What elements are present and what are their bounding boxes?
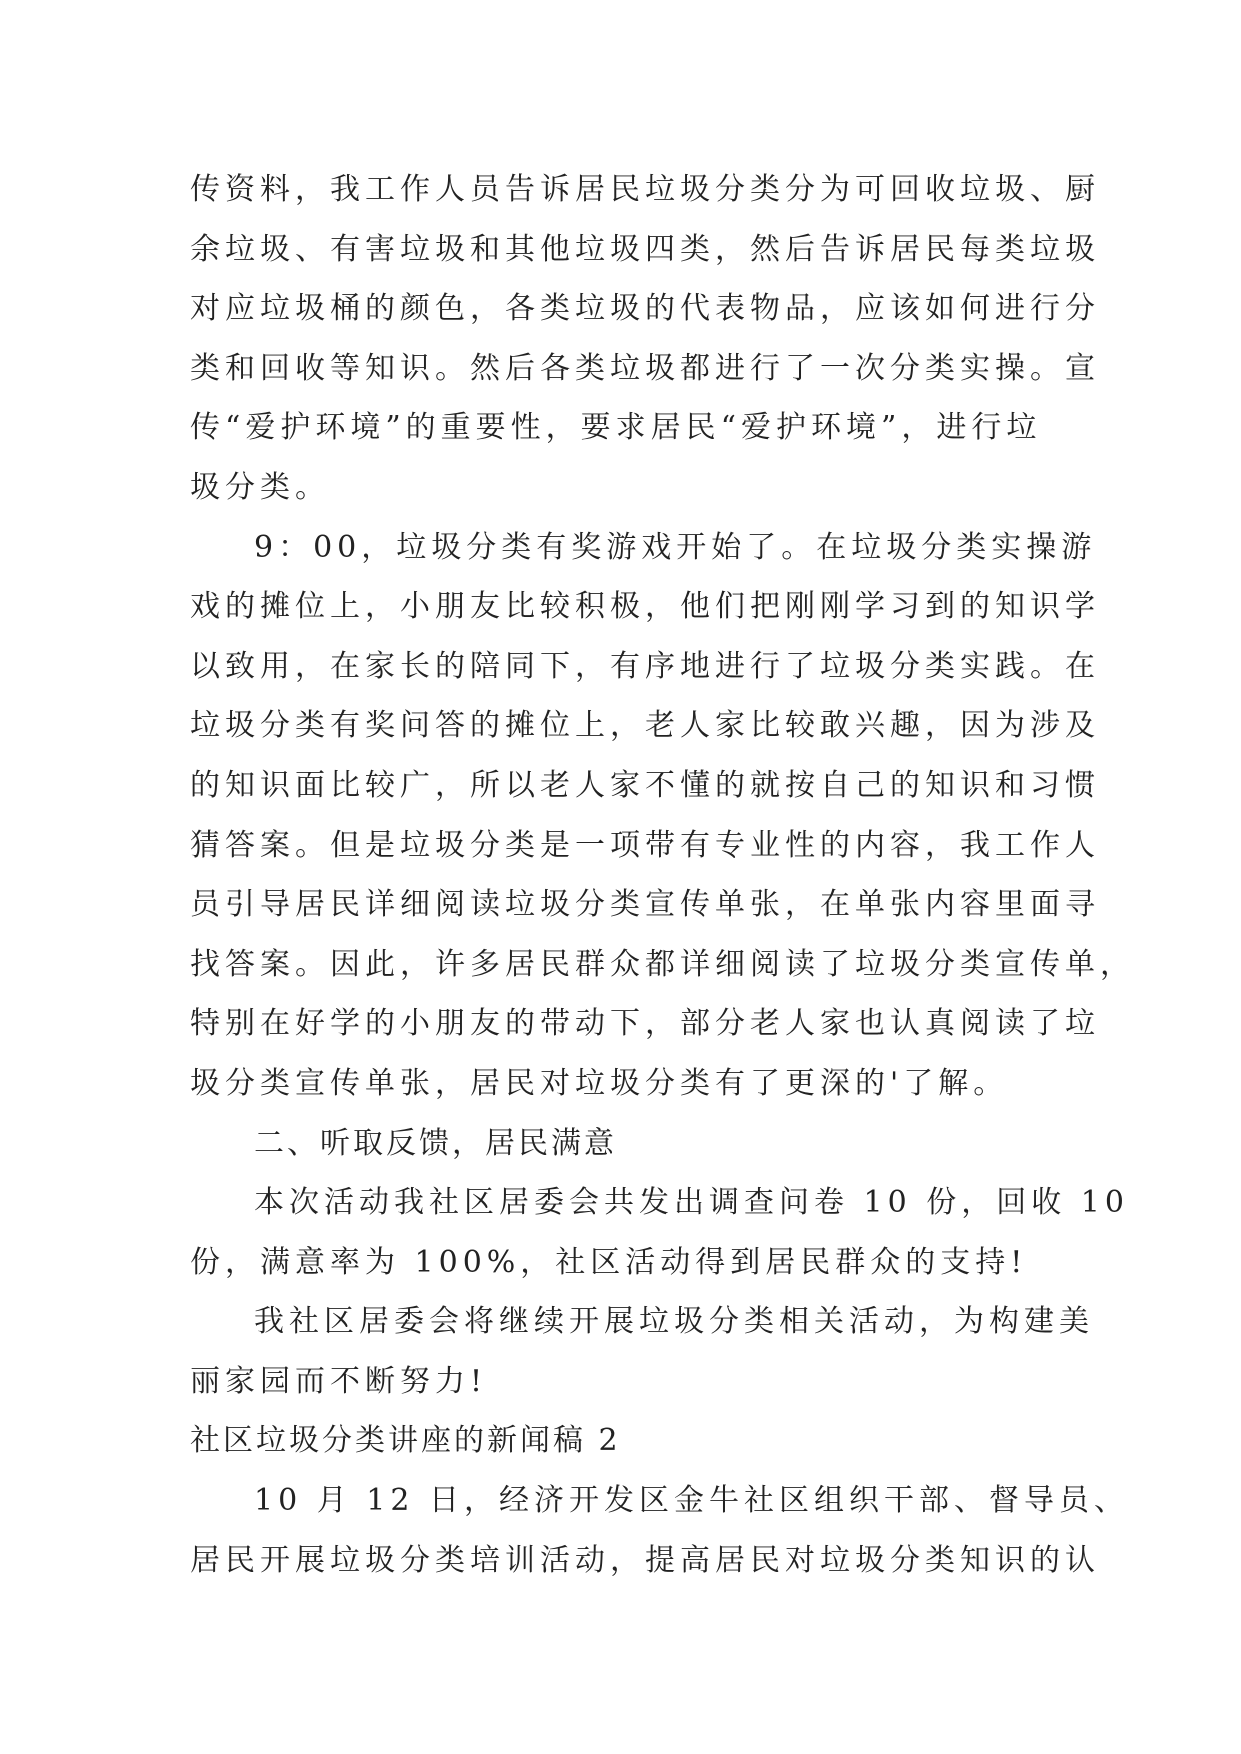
paragraph-line: 我社区居委会将继续开展垃圾分类相关活动，为构建美 xyxy=(254,1304,1094,1340)
paragraph-line: 的知识面比较广，所以老人家不懂的就按自己的知识和习惯 xyxy=(190,767,1100,803)
paragraph-line: 特别在好学的小朋友的带动下，部分老人家也认真阅读了垃 xyxy=(190,1006,1100,1042)
paragraph-line: 以致用，在家长的陪同下，有序地进行了垃圾分类实践。在 xyxy=(190,648,1100,684)
paragraph-line: 戏的摊位上，小朋友比较积极，他们把刚刚学习到的知识学 xyxy=(190,589,1100,625)
paragraph-line: 传资料，我工作人员告诉居民垃圾分类分为可回收垃圾、厨 xyxy=(190,172,1100,207)
paragraph-line: 本次活动我社区居委会共发出调查问卷 10 份，回收 10 xyxy=(254,1185,1129,1221)
paragraph-line: 份，满意率为 100%，社区活动得到居民群众的支持! xyxy=(190,1244,1028,1280)
article-title: 社区垃圾分类讲座的新闻稿 2 xyxy=(190,1423,621,1459)
paragraph-line: 类和回收等知识。然后各类垃圾都进行了一次分类实操。宣 xyxy=(190,350,1100,386)
paragraph-line: 员引导居民详细阅读垃圾分类宣传单张，在单张内容里面寻 xyxy=(190,887,1100,923)
paragraph-line: 居民开展垃圾分类培训活动，提高居民对垃圾分类知识的认 xyxy=(190,1542,1100,1578)
paragraph-line: 传“爱护环境”的重要性，要求居民“爱护环境”，进行垃 xyxy=(190,410,1042,446)
paragraph-line: 9：00，垃圾分类有奖游戏开始了。在垃圾分类实操游 xyxy=(254,529,1097,565)
paragraph-line: 圾分类宣传单张，居民对垃圾分类有了更深的'了解。 xyxy=(190,1065,1009,1101)
paragraph-line: 圾分类。 xyxy=(190,469,330,505)
document-body xyxy=(190,160,1135,1590)
paragraph-line: 10 月 12 日，经济开发区金牛社区组织干部、督导员、 xyxy=(254,1483,1129,1519)
paragraph-line: 丽家园而不断努力! xyxy=(190,1363,488,1399)
paragraph-line: 对应垃圾桶的颜色，各类垃圾的代表物品，应该如何进行分 xyxy=(190,291,1100,327)
paragraph-line: 猜答案。但是垃圾分类是一项带有专业性的内容，我工作人 xyxy=(190,827,1100,863)
paragraph-line: 找答案。因此，许多居民群众都详细阅读了垃圾分类宣传单， xyxy=(190,946,1135,982)
section-heading: 二、听取反馈，居民满意 xyxy=(254,1125,617,1161)
paragraph-line: 垃圾分类有奖问答的摊位上，老人家比较敢兴趣，因为涉及 xyxy=(190,708,1100,744)
paragraph-line: 余垃圾、有害垃圾和其他垃圾四类，然后告诉居民每类垃圾 xyxy=(190,231,1100,267)
